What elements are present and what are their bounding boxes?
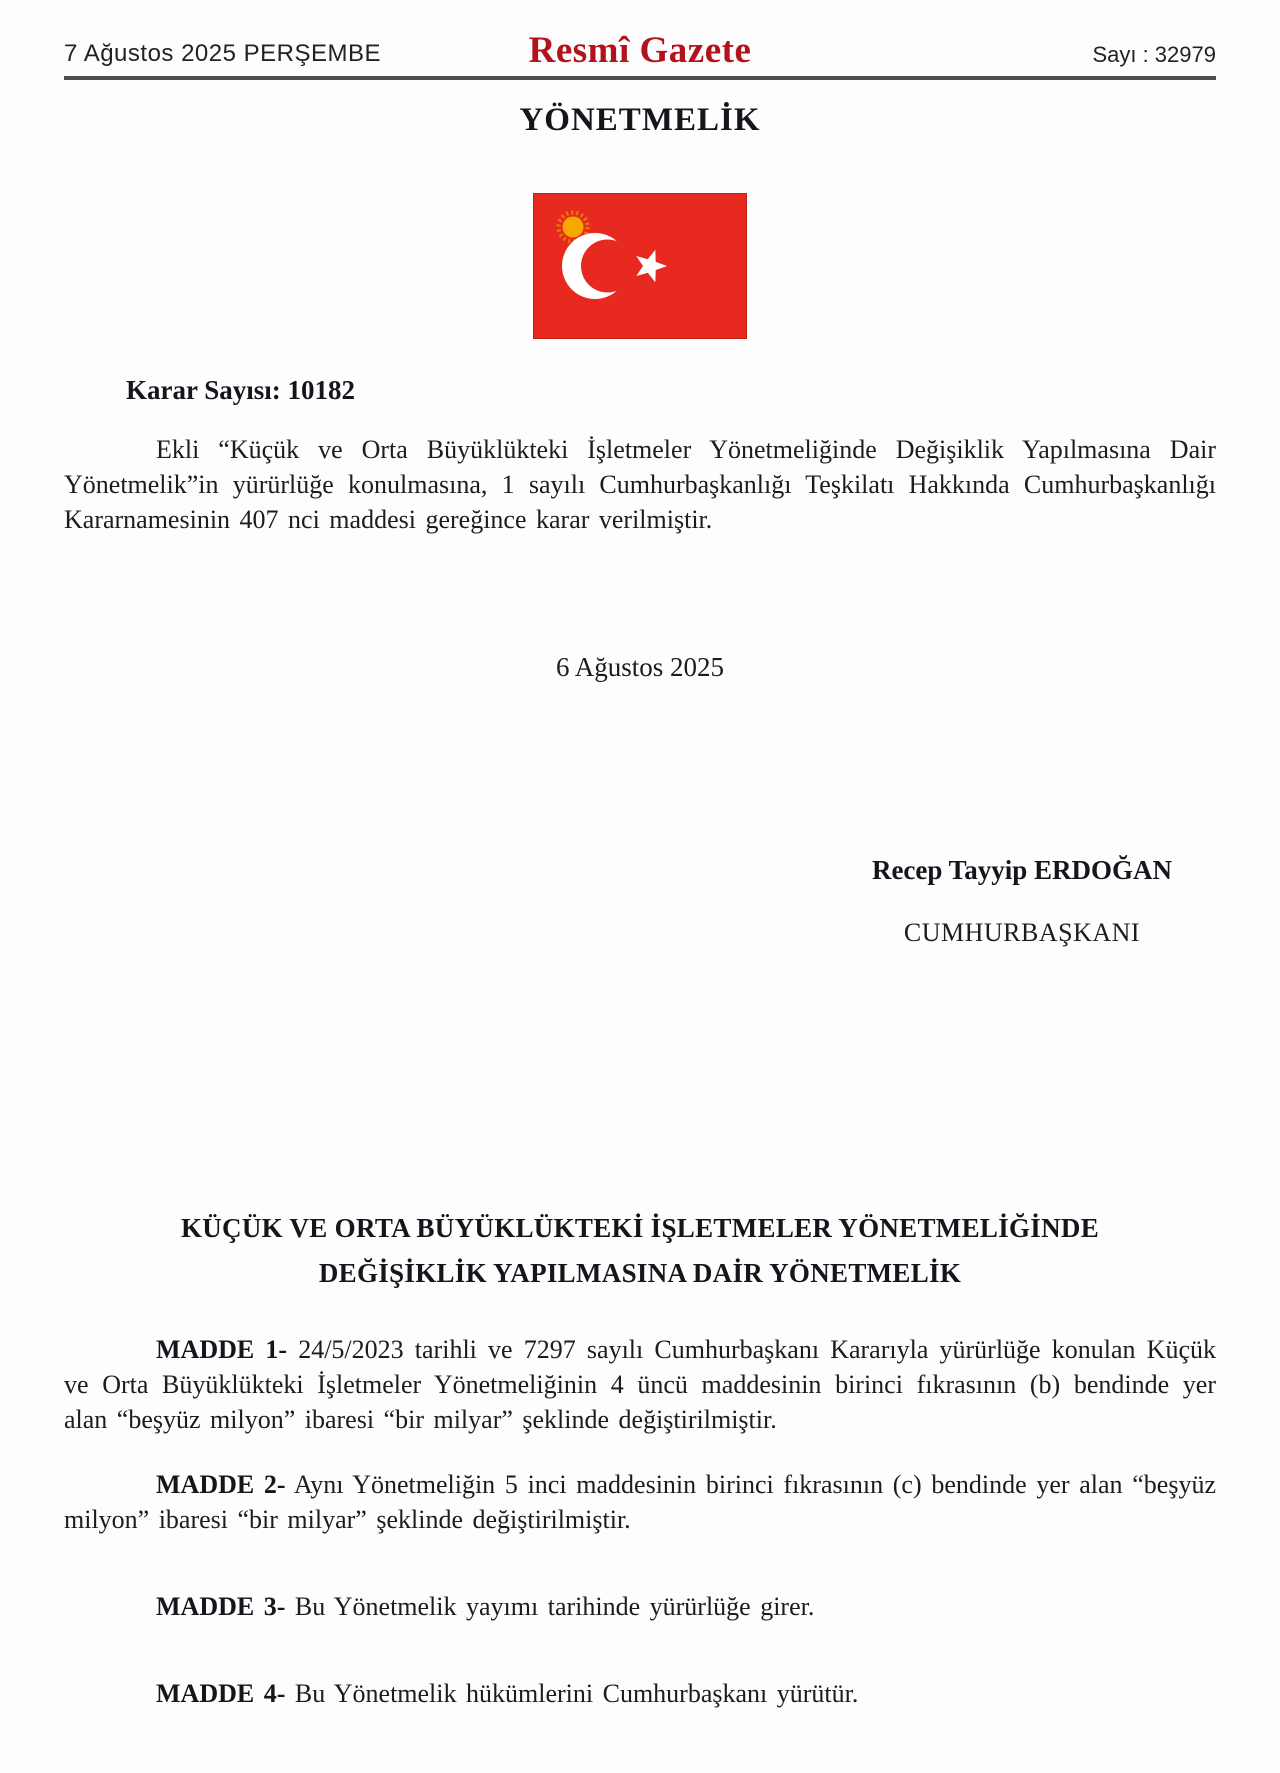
gazette-header	[64, 14, 1216, 80]
issue-date: 7 Ağustos 2025 PERŞEMBE	[64, 40, 382, 67]
signature-role: CUMHURBAŞKANI	[903, 918, 1141, 947]
intro-paragraph: Ekli “Küçük ve Orta Büyüklükteki İşletmeler Yönetmeliğinde Değişiklik Yapılmasına Dair Yönetmelik”in yürürlüğe konulmasına, 1 sayılı Cumhurbaşkanlığı Teşkilatı Hakkında Cumhurbaşkanlığı Kararnamesinin 407 nci maddesi gereğince karar verilmiştir.	[64, 435, 1216, 534]
turkish-presidential-flag-icon	[533, 193, 747, 339]
decision-date: 6 Ağustos 2025	[555, 652, 725, 682]
article-1	[64, 1332, 1216, 1437]
regulation-title	[64, 1206, 1216, 1296]
gazette-title: Resmî Gazete	[528, 30, 752, 71]
document-kind-heading: YÖNETMELİK	[519, 102, 761, 138]
article-2	[64, 1467, 1216, 1537]
article-4	[64, 1676, 1216, 1711]
article-3-text: Bu Yönetmelik yayımı tarihinde yürürlüğe girer.	[285, 1592, 815, 1621]
signature-name: Recep Tayyip ERDOĞAN	[871, 855, 1172, 885]
article-2-text: Aynı Yönetmeliğin 5 inci maddesinin birinci fıkrasının (c) bendinde yer alan “beşyüz milyon” ibaresi “bir milyar” şeklinde değiştirilmiştir.	[64, 1470, 1216, 1534]
signature-block	[872, 855, 1172, 948]
article-1-text: 24/5/2023 tarihli ve 7297 sayılı Cumhurbaşkanı Kararıyla yürürlüğe konulan Küçük ve Orta Büyüklükteki İşletmeler Yönetmeliğinin 4 üncü maddesinin birinci fıkrasının (b) bendinde yer alan “beşyüz milyon” ibaresi “bir milyar” şeklinde değiştirilmiştir.	[64, 1335, 1216, 1434]
regulation-title-line1: KÜÇÜK VE ORTA BÜYÜKLÜKTEKİ İŞLETMELER YÖNETMELİĞİNDE	[180, 1213, 1100, 1243]
regulation-title-line2: DEĞİŞİKLİK YAPILMASINA DAİR YÖNETMELİK	[318, 1258, 962, 1288]
article-1-label: MADDE 1-	[156, 1335, 288, 1364]
article-3	[64, 1589, 1216, 1624]
article-4-label: MADDE 4-	[156, 1679, 286, 1708]
article-3-label: MADDE 3-	[156, 1592, 286, 1621]
decision-number: Karar Sayısı: 10182	[126, 375, 355, 405]
article-2-label: MADDE 2-	[156, 1470, 286, 1499]
issue-number: Sayı : 32979	[1092, 42, 1216, 67]
article-4-text: Bu Yönetmelik hükümlerini Cumhurbaşkanı yürütür.	[285, 1679, 859, 1708]
